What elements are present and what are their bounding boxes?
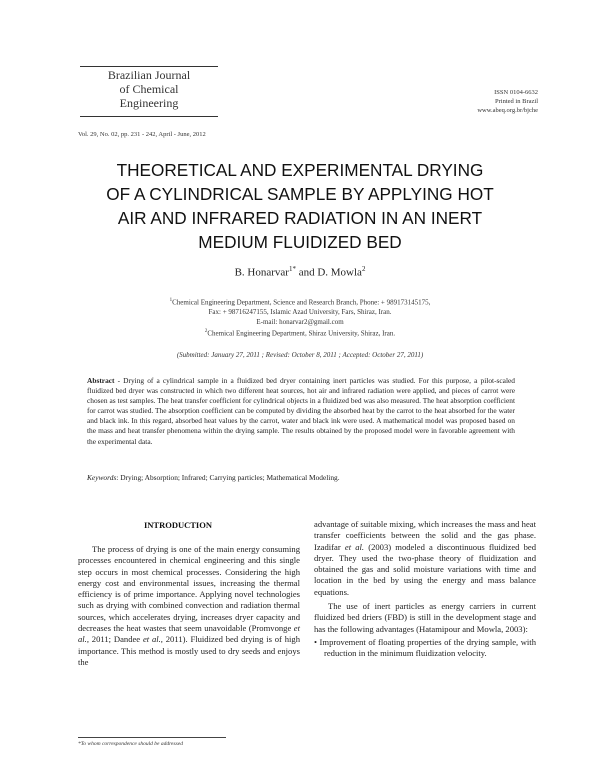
abstract — [87, 376, 515, 447]
section-heading-introduction: INTRODUCTION — [143, 520, 212, 530]
volume-info: Vol. 29, No. 02, pp. 231 - 242, April - June, 2012 — [78, 131, 206, 138]
issn-block — [477, 88, 538, 115]
title-line4: MEDIUM FLUIDIZED BED — [198, 232, 402, 252]
right-paragraph-2: The use of inert particles as energy carriers in current fluidized bed driers (FBD) is still in the development stage and has the following advantages (Hatamipour and Mowla, 2003): — [314, 601, 536, 634]
affil-1-sup: 1 — [169, 298, 173, 303]
journal-header-rule-bottom — [80, 116, 218, 117]
title-line1: THEORETICAL AND EXPERIMENTAL DRYING — [116, 160, 484, 180]
journal-name-line1: Brazilian Journal — [107, 68, 191, 82]
keywords — [87, 473, 515, 483]
author-2: D. Mowla — [317, 266, 362, 279]
submission-dates: (Submitted: January 27, 2011 ; Revised: October 8, 2011 ; Accepted: October 27, 2011) — [176, 351, 424, 359]
keywords-text: : Drying; Absorption; Infrared; Carrying particles; Mathematical Modeling. — [116, 473, 340, 482]
author-2-sup: 2 — [361, 265, 366, 273]
left-paragraph-1: The process of drying is one of the main energy consuming processes encountered in chemical engineering and this single step occurs in most chemical processes. Considering the high energy cost and environmental issues, increasing the thermal efficiency is of prime importance. Applying novel technologies such as drying with combined convection and radiation thermal sources, which accelerates drying, increases dryer capacity and decreases the heat wastes that seem unavoidable (Promvonge et al., 2011; Dandee et al., 2011). Fluidized bed drying is of high importance. This method is mostly used to dry seeds and enjoys the — [78, 544, 301, 667]
abstract-text: - Drying of a cylindrical sample in a fluidized bed dryer containing inert particles was studied. For this purpose, a pilot-scaled fluidized bed dryer was constructed in which two different heat sources, hot air and infrared radiation were applied, and pieces of carrot were chosen as test samples. The heat transfer coefficient for cylindrical objects in a fluidized bed was also measured. The heat absorption coefficient for carrot was studied. The absorption coefficient can be computed by dividing the absorbed heat by the carrot to the heat absorbed for the water and black ink. In this regard, absorbed heat values by the carrot, water and black ink were used. A mathematical model was proposed based on the mass and heat transfer phenomena within the drying sample. The results obtained by the proposed model were in favorable agreement with the experimental data. — [87, 376, 515, 446]
author-1-sup: 1* — [288, 265, 296, 273]
affil-1-line1: Chemical Engineering Department, Science and Research Branch, Phone: + 989173145175, — [172, 298, 431, 307]
journal-name-line2: of Chemical — [119, 82, 179, 96]
affil-1-line2: Fax: + 98716247155, Islamic Azad University, Fars, Shiraz, Iran. — [208, 308, 392, 317]
title-line2: OF A CYLINDRICAL SAMPLE BY APPLYING HOT — [106, 184, 494, 204]
journal-name-line3: Engineering — [119, 96, 179, 110]
authors — [0, 265, 600, 279]
journal-header-rule-top — [80, 66, 218, 67]
author-1: B. Honarvar — [234, 266, 289, 279]
left-column — [78, 544, 300, 668]
affil-2-sup: 2 — [204, 329, 208, 335]
bullet-item-1: • Improvement of floating properties of the drying sample, with reduction in the minimum fluidization velocity. — [314, 636, 536, 659]
journal-name — [80, 68, 218, 110]
author-and: and — [295, 266, 318, 279]
printed-in: Printed in Brazil — [495, 98, 538, 105]
title-line3: AIR AND INFRARED RADIATION IN AN INERT — [117, 208, 483, 228]
abstract-label: Abstract — [87, 376, 115, 385]
affil-1-email: E-mail: honarvar2@gmail.com — [256, 318, 344, 327]
right-paragraph-1: advantage of suitable mixing, which increases the mass and heat transfer coefficients between the solid and the gas phase. Izadifar et al. (2003) modeled a discontinuous fluidized bed dryer. They used the two-phase theory of fluidization and obtained the gas and solid moisture variations with time and location in the bed by using the energy and mass balance equations. — [314, 519, 536, 597]
journal-url: www.abeq.org.br/bjche — [477, 107, 538, 114]
keywords-label: Keywords — [87, 473, 117, 482]
footnote-rule — [78, 737, 226, 738]
paper-title — [40, 158, 560, 254]
affiliations — [60, 296, 540, 339]
affil-2: Chemical Engineering Department, Shiraz University, Shiraz, Iran. — [207, 329, 396, 338]
right-column — [314, 519, 536, 660]
footnote: *To whom correspondence should be addressed — [78, 741, 183, 747]
issn: ISSN 0104-6632 — [494, 89, 538, 96]
